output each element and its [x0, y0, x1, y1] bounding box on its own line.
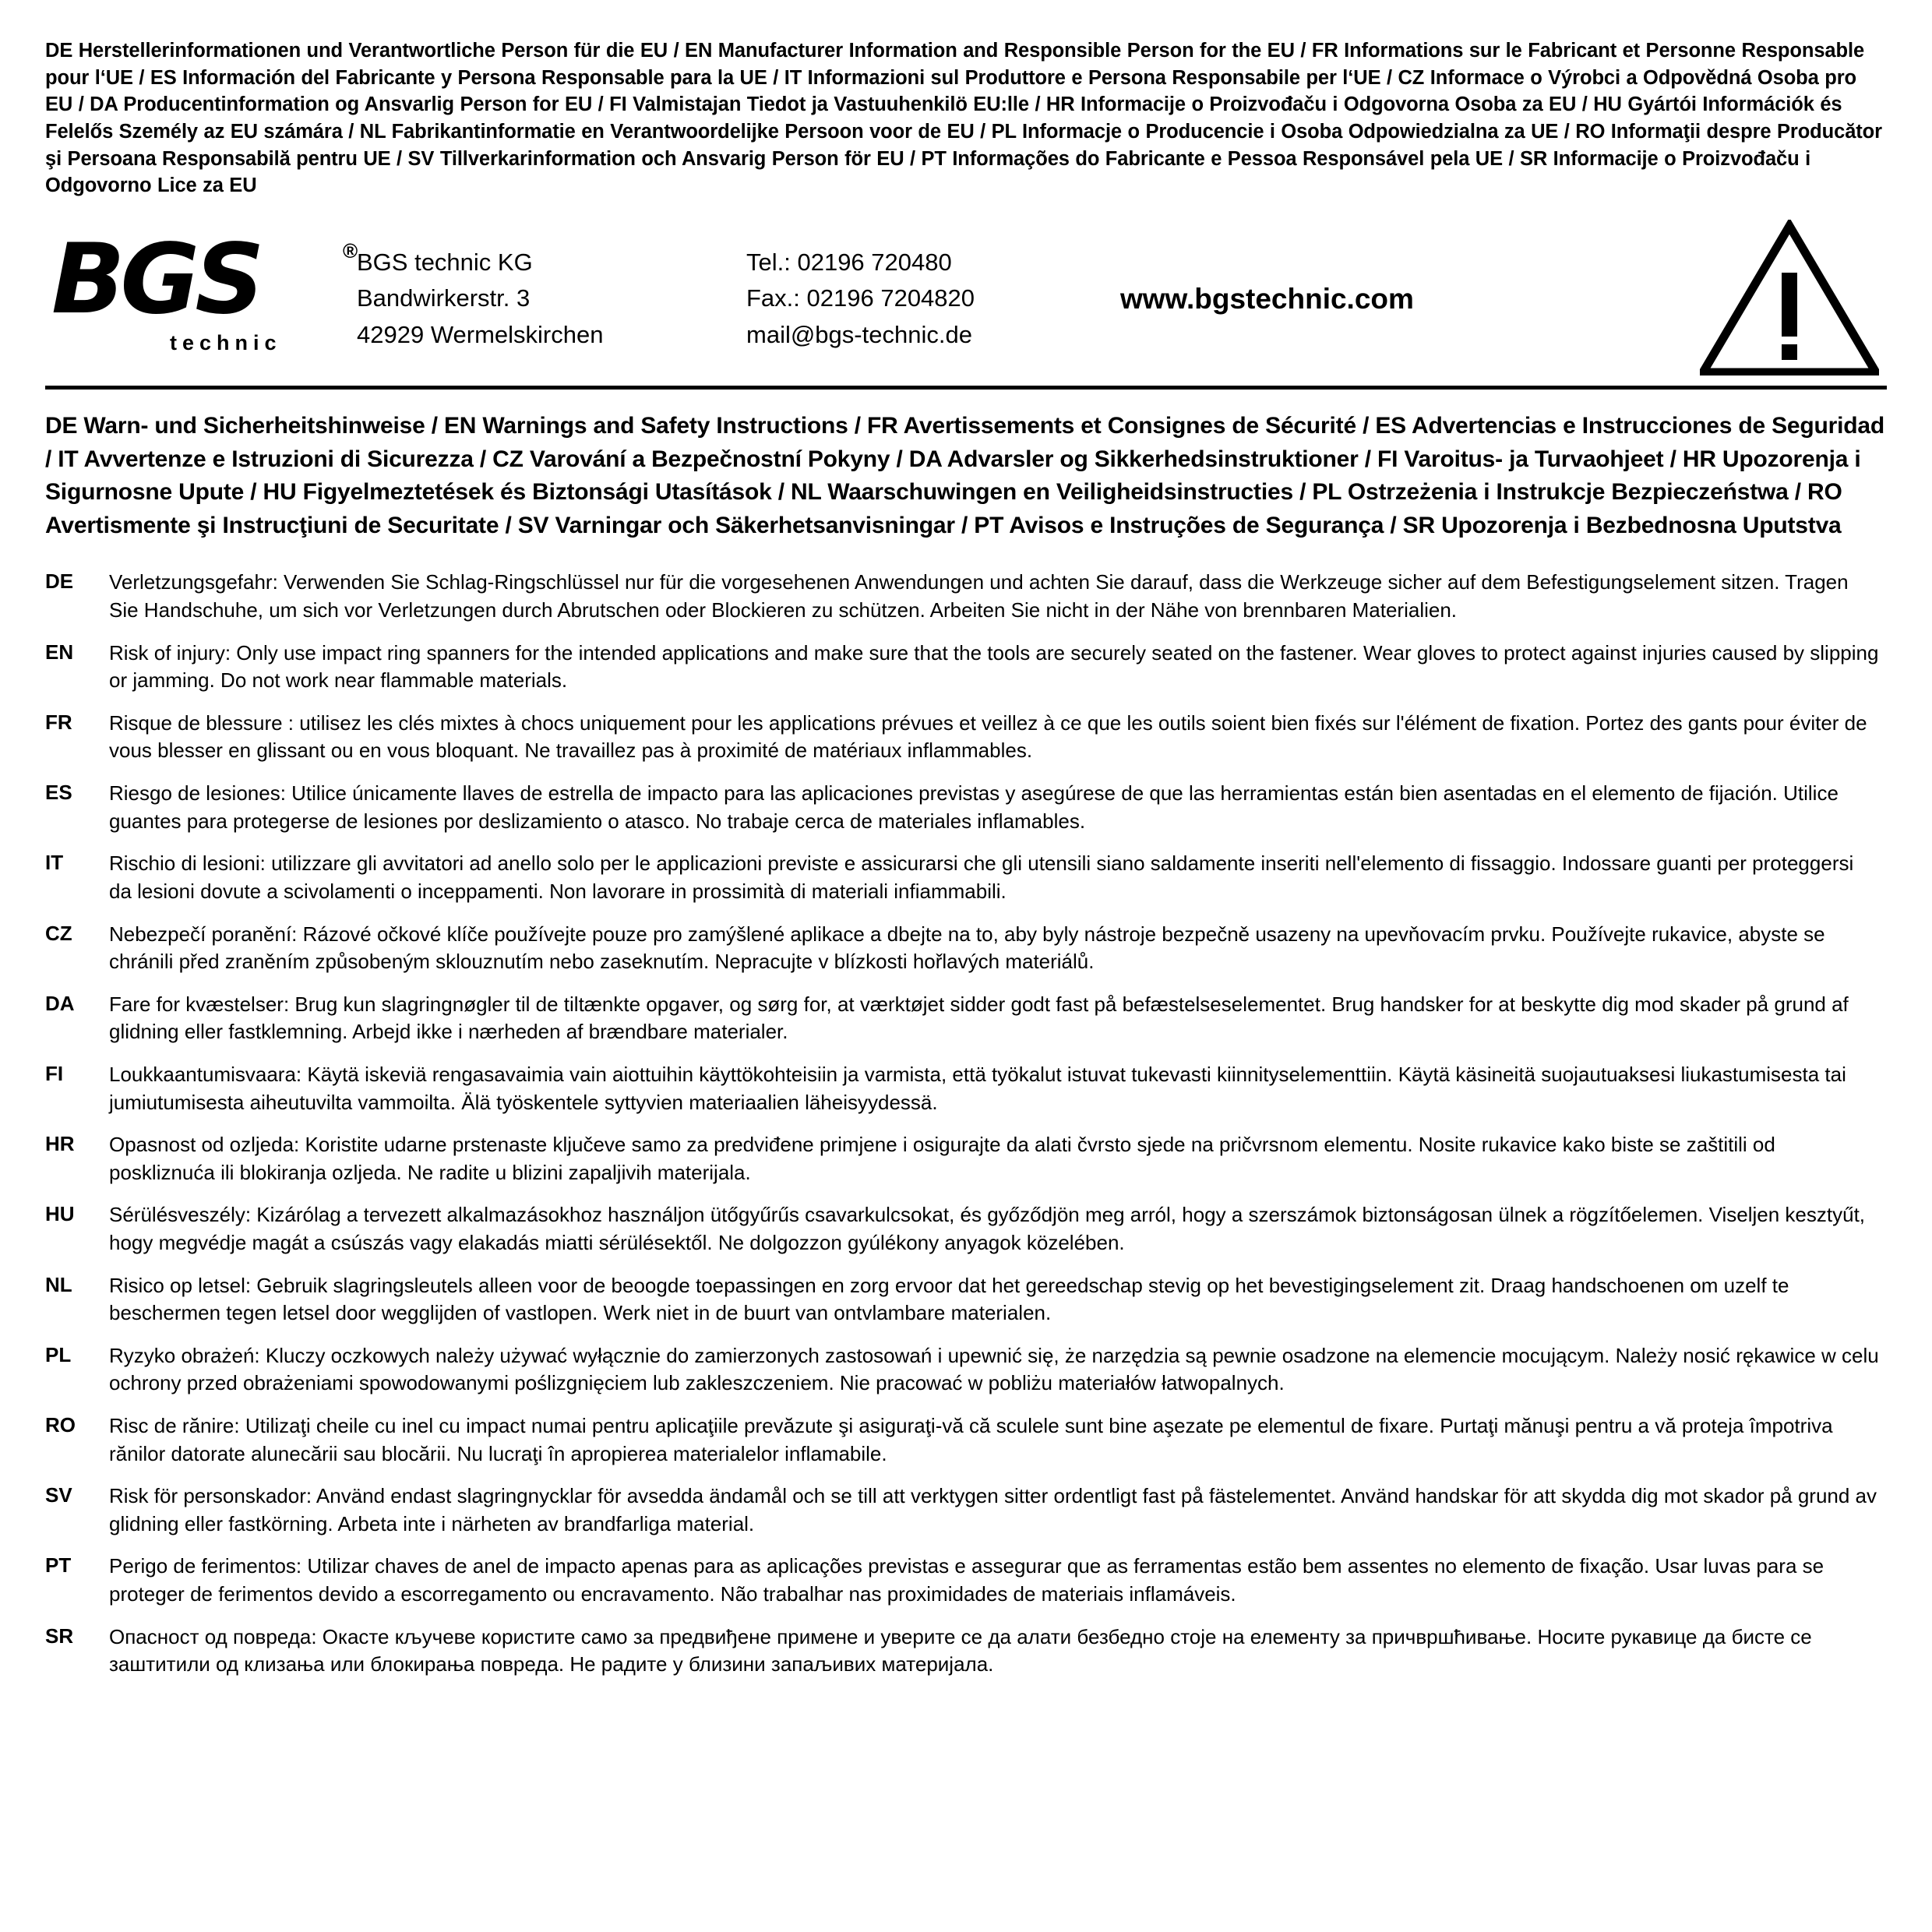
company-city: 42929 Wermelskirchen [357, 320, 604, 348]
language-code: FR [45, 710, 72, 734]
warning-row-hu [45, 1201, 1887, 1257]
language-code: IT [45, 851, 64, 875]
bgs-logo [45, 224, 357, 372]
language-code: ES [45, 781, 72, 805]
warning-row-fr [45, 710, 1887, 765]
warning-row-pl [45, 1342, 1887, 1398]
language-code: FI [45, 1061, 64, 1085]
language-code: HR [45, 1132, 75, 1156]
manufacturer-info-heading: DE Herstellerinformationen und Verantwortliche Person für die EU / EN Manufacturer Information and Responsible Person for the EU / FR Informations sur le Fabricant et Personne Responsable pour l‘UE / ES Información del Fabricante y Persona Responsable para la UE / IT Informazioni sul Produttore e Persona Responsabile per l‘UE / CZ Informace o Výrobci a Odpovědná Osoba pro EU / DA Producentinformation og Ansvarlig Person for EU / FI Valmistajan Tiedot ja Vastuuhenkilö EU:lle / HR Informacije o Proizvođaču i Odgovorna Osoba za EU / HU Gyártói Információk és Felelős Személy az EU számára / NL Fabrikantinformatie en Verantwoordelijke Persoon voor de EU / PL Informacje o Producencie i Osoba Odpowiedzialna za UE / RO Informaţii despre Producător şi Persoana Responsabilă pentru UE / SV Tillverkarinformation och Ansvarig Person för EU / PT Informações do Fabricante e Pessoa Responsável pela UE / SR Informacije o Proizvođaču i Odgovorno Lice za EU [45, 40, 1882, 197]
warning-text: Fare for kvæstelser: Brug kun slagringnøgler til de tiltænkte opgaver, og sørg for, at værktøjet sidder godt fast på befæstelseselementet. Brug handsker for at beskytte dig mod skader på grund af glidning eller fastklemning. Arbejd ikke i nærheden af brændbare materialer. [109, 992, 1849, 1044]
company-website[interactable]: www.bgstechnic.com [1120, 282, 1414, 315]
warning-row-de [45, 569, 1887, 624]
language-code: DE [45, 569, 74, 594]
warning-triangle-icon [1684, 220, 1887, 375]
company-email[interactable]: mail@bgs-technic.de [746, 320, 972, 348]
warning-row-da [45, 991, 1887, 1046]
warning-text: Ryzyko obrażeń: Kluczy oczkowych należy używać wyłącznie do zamierzonych zastosowań i upewnić się, że narzędzia są pewnie osadzone na elemencie mocującym. Należy nosić rękawice w celu ochrony przed obrażeniami spowodowanymi poślizgnięciem lub zakleszczeniem. Nie pracować w pobliżu materiałów łatwopalnych. [109, 1343, 1879, 1395]
warning-row-pt [45, 1553, 1887, 1608]
warnings-section-heading: DE Warn- und Sicherheitshinweise / EN Warnings and Safety Instructions / FR Avertissements et Consignes de Sécurité / ES Advertencias e Instrucciones de Seguridad / IT Avvertenze e Istruzioni di Sicurezza / CZ Varování a Bezpečnostní Pokyny / DA Advarsler og Sikkerhedsinstruktioner / FI Varoitus- ja Turvaohjeet / HR Upozorenja i Sigurnosne Upute / HU Figyelmeztetések és Biztonsági Utasítások / NL Waarschuwingen en Veiligheidsinstructies / PL Ostrzeżenia i Instrukcje Bezpieczeństwa / RO Avertismente şi Instrucţiuni de Securitate / SV Varningar och Säkerhetsanvisningar / PT Avisos e Instruções de Segurança / SR Upozorenja i Bezbednosna Uputstva [45, 413, 1884, 538]
logo-wordmark: BGS [51, 223, 260, 336]
company-contact [746, 242, 1081, 354]
warning-text: Опасност од повреда: Окасте кључеве користите само за предвиђене примене и уверите се да алати безбедно стоје на елементу за причвршћивање. Носите рукавице да бисте се заштитили од клизања или блокирања повреда. Не радите у близини запаљивих материјала. [109, 1624, 1812, 1676]
warning-text: Sérülésveszély: Kizárólag a tervezett alkalmazásokhoz használjon ütőgyűrűs csavarkulcsokat, és győződjön meg arról, hogy a szerszámok biztonságosan ülnek a rögzítőelemen. Viseljen kesztyűt, hogy megvédje magát a csúszás vagy elakadás miatti sérülésektől. Ne dolgozzon gyúlékony anyagok közelében. [109, 1203, 1866, 1254]
warning-text: Loukkaantumisvaara: Käytä iskeviä rengasavaimia vain aiottuihin käyttökohteisiin ja varmista, että työkalut istuvat tukevasti kiinnityselementtiin. Käytä käsineitä suojautuaksesi liukastumisesta tai jumiutumisesta aiheutuvilta vammoilta. Älä työskentele syttyvien materiaalien läheisyydessä. [109, 1062, 1846, 1114]
language-code: SV [45, 1483, 72, 1507]
company-information-band [45, 213, 1887, 381]
warning-text: Nebezpečí poranění: Rázové očkové klíče používejte pouze pro zamýšlené aplikace a dbejte na to, aby byly nástroje bezpečně usazeny na upevňovacím prvku. Používejte rukavice, abyste se chránili před zraněním způsobeným sklouznutím nebo zaseknutím. Nepracujte v blízkosti hořlavých materiálů. [109, 922, 1825, 974]
warning-row-ro [45, 1412, 1887, 1468]
language-code: CZ [45, 921, 72, 945]
company-fax: Fax.: 02196 7204820 [746, 284, 975, 312]
language-code: DA [45, 991, 75, 1015]
language-code: PT [45, 1553, 72, 1578]
logo-subtitle: technic [170, 330, 282, 354]
registered-trademark-icon: ® [343, 238, 358, 263]
warning-text: Perigo de ferimentos: Utilizar chaves de anel de impacto apenas para as aplicações previstas e assegurar que as ferramentas estão bem assentes no elemento de fixação. Usar luvas para se proteger de ferimentos devido a escorregamento ou encravamento. Não trabalhar nas proximidades de materiais inflamáveis. [109, 1554, 1824, 1606]
warning-text: Risico op letsel: Gebruik slagringsleutels alleen voor de beoogde toepassingen en zorg ervoor dat het gereedschap stevig op het bevestigingselement zit. Draag handschoenen om uzelf te beschermen tegen letsel door wegglijden of vastlopen. Werk niet in de buurt van ontvlambare materialen. [109, 1273, 1789, 1325]
warning-text: Risque de blessure : utilisez les clés mixtes à chocs uniquement pour les applications prévues et veillez à ce que les outils soient bien fixés sur l'élément de fixation. Portez des gants pour éviter de vous blesser en glissant ou en vous bloquant. Ne travaillez pas à proximité de matériaux inflammables. [109, 710, 1867, 763]
language-code: SR [45, 1624, 74, 1648]
language-code: RO [45, 1413, 76, 1437]
language-code: EN [45, 640, 74, 664]
warning-row-sr [45, 1624, 1887, 1679]
warning-row-hr [45, 1131, 1887, 1186]
warning-text: Risk of injury: Only use impact ring spanners for the intended applications and make sure that the tools are securely seated on the fastener. Wear gloves to protect against injuries caused by slipping or jamming. Do not work near flammable materials. [109, 640, 1879, 693]
warning-text: Risc de rănire: Utilizaţi cheile cu inel cu impact numai pentru aplicaţiile prevăzute şi asiguraţi-vă că sculele sunt bine aşezate pe elementul de fixare. Purtaţi mănuşi pentru a vă proteja împotriva rănilor datorate alunecării sau blocării. Nu lucraţi în apropierea materialelor inflamabile. [109, 1414, 1833, 1465]
language-code: PL [45, 1342, 72, 1366]
warning-text: Risk för personskador: Använd endast slagringnycklar för avsedda ändamål och se till att verktygen sitter ordentligt fast på fästelementet. Använd handskar för att skydda dig mot skador på grund av glidning eller fastkörning. Arbeta inte i närheten av brandfarliga material. [109, 1484, 1877, 1535]
header-divider [45, 386, 1887, 390]
language-code: NL [45, 1272, 72, 1296]
warning-row-es [45, 780, 1887, 835]
language-code: HU [45, 1202, 75, 1226]
warning-row-cz [45, 921, 1887, 976]
warning-text: Riesgo de lesiones: Utilice únicamente llaves de estrella de impacto para las aplicaciones previstas y asegúrese de que las herramientas están bien asentadas en el elemento de fijación. Utilice guantes para protegerse de lesiones por deslizamiento o atasco. No trabaje cerca de materiales inflamables. [109, 781, 1839, 833]
company-name: BGS technic KG [357, 248, 533, 276]
warning-row-it [45, 850, 1887, 905]
warning-row-fi [45, 1061, 1887, 1116]
warning-row-sv [45, 1482, 1887, 1538]
company-address [357, 242, 746, 354]
warnings-list [45, 569, 1887, 1679]
company-telephone: Tel.: 02196 720480 [746, 248, 952, 276]
warning-text: Opasnost od ozljeda: Koristite udarne prstenaste ključeve samo za predviđene primjene i osigurajte da alati čvrsto sjede na pričvrsnom elementu. Nosite rukavice kako biste se zaštitili od poskliznuća ili blokiranja ozljeda. Ne radite u blizini zapaljivih materijala. [109, 1133, 1775, 1184]
warning-text: Rischio di lesioni: utilizzare gli avvitatori ad anello solo per le applicazioni previste e assicurarsi che gli utensili siano saldamente inseriti nell'elemento di fissaggio. Indossare guanti per proteggersi da lesioni dovute a scivolamenti o inceppamenti. Non lavorare in prossimità di materiali infiammabili. [109, 851, 1854, 903]
warning-row-nl [45, 1272, 1887, 1327]
company-street: Bandwirkerstr. 3 [357, 284, 531, 312]
warning-row-en [45, 640, 1887, 695]
warning-text: Verletzungsgefahr: Verwenden Sie Schlag-Ringschlüssel nur für die vorgesehenen Anwendungen und achten Sie darauf, dass die Werkzeuge sicher auf dem Befestigungselement sitzen. Tragen Sie Handschuhe, um sich vor Verletzungen durch Abrutschen oder Blockieren zu schützen. Arbeiten Sie nicht in der Nähe von brennbaren Materialien. [109, 570, 1849, 622]
